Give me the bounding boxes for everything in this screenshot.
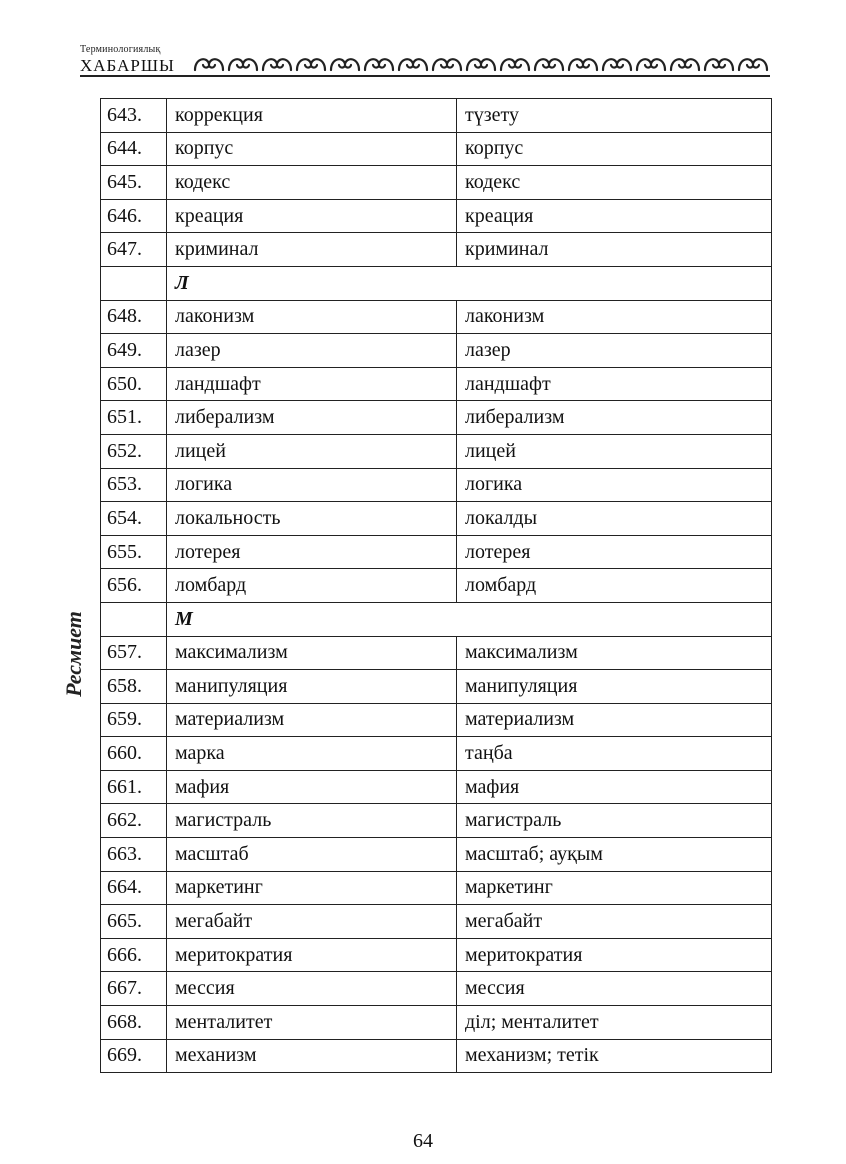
- term-number: 649.: [101, 334, 167, 368]
- term-kazakh: магистраль: [457, 804, 772, 838]
- table-row: [101, 737, 772, 771]
- empty-cell: [101, 602, 167, 636]
- term-russian: криминал: [167, 233, 457, 267]
- term-number: 669.: [101, 1039, 167, 1073]
- term-russian: магистраль: [167, 804, 457, 838]
- term-kazakh: мегабайт: [457, 905, 772, 939]
- term-russian: ломбард: [167, 569, 457, 603]
- table-row: [101, 535, 772, 569]
- term-kazakh: масштаб; ауқым: [457, 838, 772, 872]
- empty-cell: [101, 266, 167, 300]
- journal-title: ХАБАРШЫ: [80, 56, 175, 75]
- term-number: 647.: [101, 233, 167, 267]
- term-number: 645.: [101, 166, 167, 200]
- term-russian: мафия: [167, 770, 457, 804]
- term-number: 660.: [101, 737, 167, 771]
- letter-section-row: [101, 602, 772, 636]
- table-row: [101, 569, 772, 603]
- term-russian: мессия: [167, 972, 457, 1006]
- term-kazakh: лаконизм: [457, 300, 772, 334]
- term-russian: лотерея: [167, 535, 457, 569]
- term-number: 661.: [101, 770, 167, 804]
- term-kazakh: түзету: [457, 99, 772, 133]
- table-row: [101, 233, 772, 267]
- table-row: [101, 300, 772, 334]
- term-number: 644.: [101, 132, 167, 166]
- term-kazakh: ломбард: [457, 569, 772, 603]
- term-kazakh: ландшафт: [457, 367, 772, 401]
- table-row: [101, 502, 772, 536]
- term-russian: корпус: [167, 132, 457, 166]
- term-russian: марка: [167, 737, 457, 771]
- table-row: [101, 972, 772, 1006]
- term-kazakh: либерализм: [457, 401, 772, 435]
- term-number: 653.: [101, 468, 167, 502]
- term-russian: манипуляция: [167, 670, 457, 704]
- term-kazakh: діл; менталитет: [457, 1006, 772, 1040]
- term-kazakh: криминал: [457, 233, 772, 267]
- table-row: [101, 770, 772, 804]
- term-russian: меритократия: [167, 938, 457, 972]
- ornament-border-icon: [192, 50, 770, 74]
- term-kazakh: кодекс: [457, 166, 772, 200]
- term-kazakh: мессия: [457, 972, 772, 1006]
- page-number: 64: [413, 1130, 433, 1152]
- term-russian: лаконизм: [167, 300, 457, 334]
- term-russian: логика: [167, 468, 457, 502]
- table-row: [101, 334, 772, 368]
- side-label-text: Ресмиет: [61, 611, 86, 697]
- term-kazakh: корпус: [457, 132, 772, 166]
- term-kazakh: мафия: [457, 770, 772, 804]
- term-number: 668.: [101, 1006, 167, 1040]
- term-number: 667.: [101, 972, 167, 1006]
- term-kazakh: креация: [457, 199, 772, 233]
- term-russian: менталитет: [167, 1006, 457, 1040]
- term-number: 665.: [101, 905, 167, 939]
- term-russian: мегабайт: [167, 905, 457, 939]
- term-number: 648.: [101, 300, 167, 334]
- term-number: 655.: [101, 535, 167, 569]
- page-header: [80, 44, 770, 78]
- letter-section-row: [101, 266, 772, 300]
- table-row: [101, 367, 772, 401]
- term-kazakh: лотерея: [457, 535, 772, 569]
- term-russian: механизм: [167, 1039, 457, 1073]
- term-russian: креация: [167, 199, 457, 233]
- table-row: [101, 804, 772, 838]
- table-row: [101, 434, 772, 468]
- term-number: 664.: [101, 871, 167, 905]
- term-number: 643.: [101, 99, 167, 133]
- term-kazakh: таңба: [457, 737, 772, 771]
- term-number: 666.: [101, 938, 167, 972]
- table-row: [101, 199, 772, 233]
- table-row: [101, 468, 772, 502]
- term-kazakh: лазер: [457, 334, 772, 368]
- section-letter: Л: [167, 266, 772, 300]
- header-rule: [80, 75, 770, 77]
- term-kazakh: логика: [457, 468, 772, 502]
- table-row: [101, 838, 772, 872]
- table-row: [101, 166, 772, 200]
- term-kazakh: максимализм: [457, 636, 772, 670]
- term-russian: либерализм: [167, 401, 457, 435]
- term-russian: кодекс: [167, 166, 457, 200]
- term-number: 659.: [101, 703, 167, 737]
- term-number: 650.: [101, 367, 167, 401]
- term-kazakh: механизм; тетік: [457, 1039, 772, 1073]
- term-russian: коррекция: [167, 99, 457, 133]
- journal-subtitle: Терминологиялық: [80, 44, 161, 55]
- term-number: 654.: [101, 502, 167, 536]
- table-row: [101, 670, 772, 704]
- table-row: [101, 1039, 772, 1073]
- term-kazakh: локалды: [457, 502, 772, 536]
- term-russian: лазер: [167, 334, 457, 368]
- term-russian: максимализм: [167, 636, 457, 670]
- table-row: [101, 938, 772, 972]
- term-russian: ландшафт: [167, 367, 457, 401]
- table-row: [101, 636, 772, 670]
- term-number: 658.: [101, 670, 167, 704]
- term-kazakh: лицей: [457, 434, 772, 468]
- section-side-label: [50, 611, 98, 697]
- term-russian: локальность: [167, 502, 457, 536]
- term-kazakh: материализм: [457, 703, 772, 737]
- term-number: 646.: [101, 199, 167, 233]
- table-row: [101, 132, 772, 166]
- term-kazakh: меритократия: [457, 938, 772, 972]
- table-row: [101, 401, 772, 435]
- term-number: 657.: [101, 636, 167, 670]
- term-number: 662.: [101, 804, 167, 838]
- term-russian: маркетинг: [167, 871, 457, 905]
- term-kazakh: манипуляция: [457, 670, 772, 704]
- term-russian: материализм: [167, 703, 457, 737]
- table-row: [101, 871, 772, 905]
- term-number: 652.: [101, 434, 167, 468]
- table-row: [101, 905, 772, 939]
- term-number: 663.: [101, 838, 167, 872]
- term-russian: лицей: [167, 434, 457, 468]
- table-row: [101, 99, 772, 133]
- table-row: [101, 1006, 772, 1040]
- term-russian: масштаб: [167, 838, 457, 872]
- term-number: 651.: [101, 401, 167, 435]
- term-kazakh: маркетинг: [457, 871, 772, 905]
- table-row: [101, 703, 772, 737]
- section-letter: М: [167, 602, 772, 636]
- term-number: 656.: [101, 569, 167, 603]
- terms-table: [100, 98, 772, 1073]
